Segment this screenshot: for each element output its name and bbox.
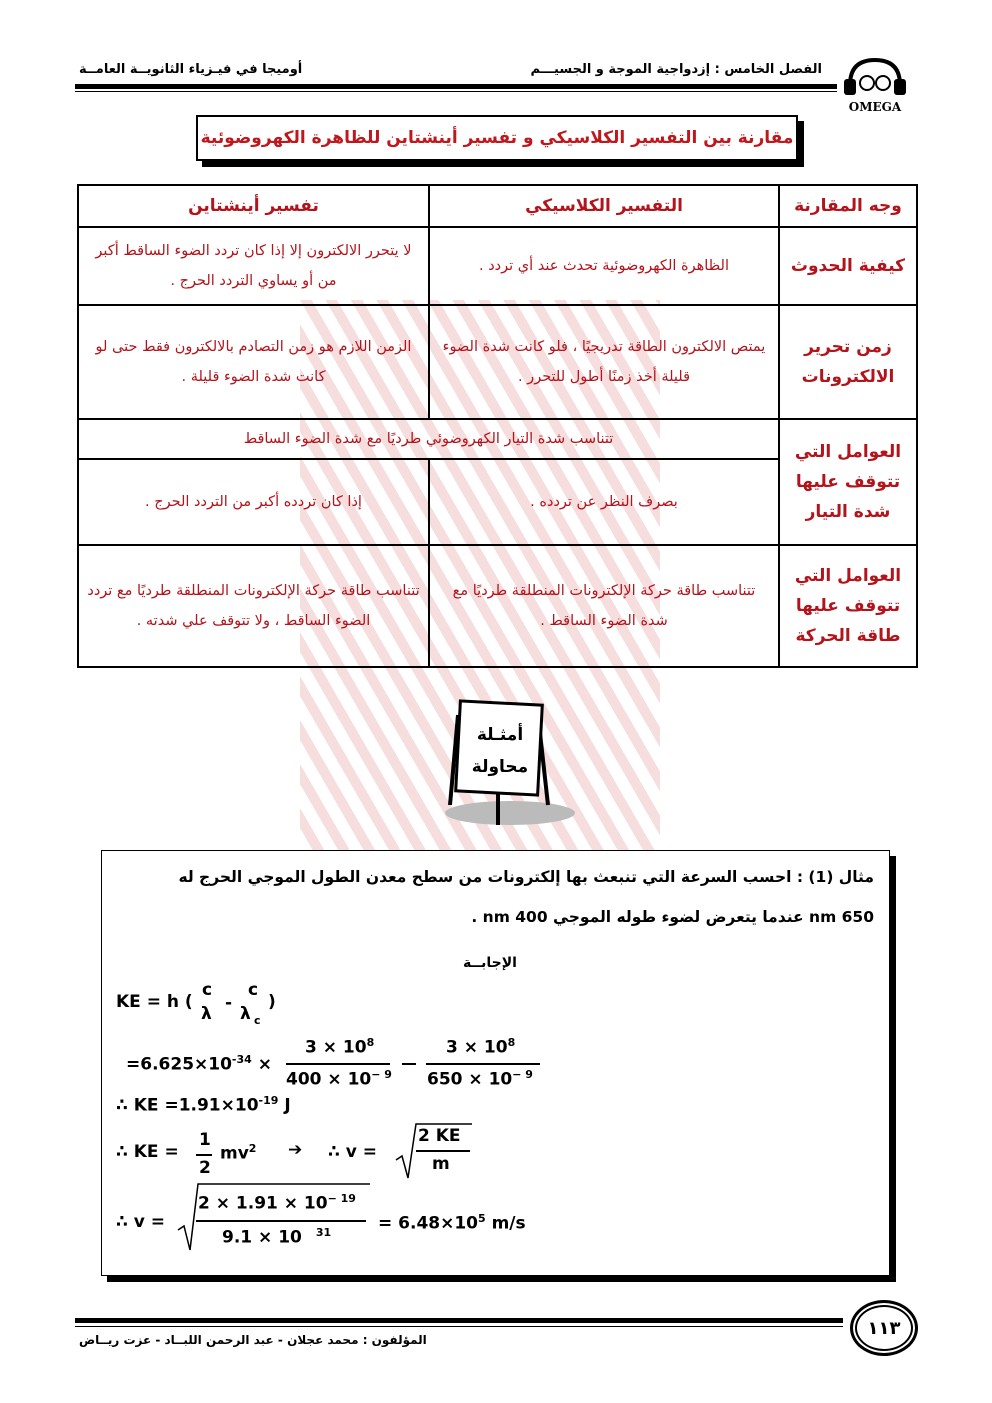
- page-number: ١١٣: [867, 1317, 901, 1339]
- result-unit: m/s: [485, 1213, 526, 1234]
- f1-num-exp: 8: [366, 1036, 375, 1049]
- row-aspect: زمن تحرير الالكترونات: [779, 305, 917, 419]
- mv2-term: [220, 1142, 256, 1164]
- mv2: mv: [220, 1143, 249, 1164]
- ke-lhs-2: ∴ KE =: [116, 1142, 179, 1162]
- answer-title: الإجابــة: [463, 955, 517, 971]
- sqrt-den-2: [222, 1226, 331, 1248]
- half-den: 2: [199, 1158, 211, 1178]
- example-text-1: احسب السرعة التي تنبعث بها إلكترونات من سطح معدن الطول الموجي الحرج له: [178, 868, 792, 886]
- example-line-1: [114, 868, 874, 886]
- sqrt-num-2: [198, 1192, 356, 1214]
- lambda-sub: c: [254, 1014, 261, 1027]
- logo-text: OMEGA: [848, 100, 902, 114]
- line2-exp: -34: [231, 1053, 252, 1066]
- examples-sign: [420, 695, 580, 835]
- header-classic: التفسير الكلاسيكي: [429, 185, 779, 227]
- c-top-1: c: [202, 980, 213, 1000]
- headphones-icon: [840, 55, 910, 100]
- fraction-1-bar: [286, 1063, 390, 1065]
- table-row: [78, 545, 917, 667]
- table-header-row: [78, 185, 917, 227]
- ke-result-exp: -19: [258, 1094, 279, 1107]
- row-shared: تتناسب شدة التيار الكهروضوئي طرديًا مع شدة الضوء الساقط: [78, 419, 779, 459]
- book-title: أوميجا في فيـزياء الثانويــة العامــة: [79, 62, 303, 77]
- page-number-badge: [850, 1300, 918, 1356]
- s2-num: 2 × 1.91 × 10: [198, 1193, 328, 1214]
- omega-logo: [840, 55, 910, 115]
- ke-result: ∴ KE =1.91×10: [116, 1095, 259, 1116]
- chapter-title: الفصل الخامس : إزدواجية الموجة و الجسيـــم: [530, 62, 822, 77]
- line2-base: =6.625×10: [126, 1054, 232, 1075]
- arrow-icon: ➔: [288, 1140, 303, 1160]
- comparison-table: [77, 184, 918, 668]
- sign-line1: أمثـلة: [476, 725, 524, 745]
- half-num: 1: [199, 1130, 211, 1150]
- sqrt-den-1: m: [432, 1154, 450, 1174]
- s2-num-exp: − 19: [327, 1192, 356, 1205]
- sign-line2: محاولة: [471, 757, 529, 777]
- row-einstein: إذا كان تردده أكبر من التردد الحرج .: [78, 459, 429, 545]
- section-title: مقارنة بين التفسير الكلاسيكي و تفسير أينشتاين للظاهرة الكهروضوئية: [196, 115, 798, 161]
- lambda-1: λ: [201, 1004, 212, 1024]
- row-aspect: العوامل التي تتوقف عليها شدة التيار: [779, 419, 917, 545]
- f1-den: 400 × 10: [286, 1069, 372, 1090]
- f2-num: 3 × 10: [446, 1037, 508, 1058]
- result-value: = 6.48×10: [378, 1213, 479, 1234]
- footer-rule: [75, 1318, 843, 1323]
- row-aspect: العوامل التي تتوقف عليها طاقة الحركة: [779, 545, 917, 667]
- ke-unit: J: [278, 1095, 291, 1116]
- header-rule: [75, 84, 837, 89]
- fraction-2-num: [446, 1036, 515, 1058]
- ke-formula-lhs: KE = h (: [116, 992, 193, 1012]
- table-row: [78, 227, 917, 305]
- row-einstein: تتناسب طاقة حركة الإلكترونات المنطلقة طرديًا مع تردد الضوء الساقط ، ولا تتوقف علي شدته .: [78, 545, 429, 667]
- s2-den: 9.1 × 10: [222, 1227, 302, 1248]
- table-row: [78, 419, 917, 459]
- row-aspect: كيفية الحدوث: [779, 227, 917, 305]
- row-classic: الظاهرة الكهروضوئية تحدث عند أي تردد .: [429, 227, 779, 305]
- footer-rule-thin: [75, 1326, 843, 1327]
- table-row: [78, 305, 917, 419]
- authors: المؤلفون : محمد عجلان - عبد الرحمن اللبــاد - عزت ريــاض: [79, 1333, 427, 1347]
- fraction-1-den: [286, 1068, 392, 1090]
- lambda-2: λ: [240, 1004, 251, 1024]
- fraction-2-den: [427, 1068, 533, 1090]
- minus-sign: -: [225, 993, 233, 1013]
- row-einstein: لا يتحرر الالكترون إلا إذا كان تردد الضوء الساقط أكبر من أو يساوي التردد الحرج .: [78, 227, 429, 305]
- final-result: [378, 1212, 526, 1234]
- f2-num-exp: 8: [507, 1036, 516, 1049]
- f1-num: 3 × 10: [305, 1037, 367, 1058]
- row-classic: تتناسب طاقة حركة الإلكترونات المنطلقة طرديًا مع شدة الضوء الساقط .: [429, 545, 779, 667]
- result-exp: 5: [478, 1212, 486, 1225]
- f1-den-exp: − 9: [371, 1068, 392, 1081]
- sqrt-num-1: 2 KE: [418, 1126, 461, 1146]
- close-paren: ): [268, 992, 276, 1012]
- example-label: مثال (1) :: [796, 868, 874, 886]
- header-einstein: تفسير أينشتاين: [78, 185, 429, 227]
- line2-times: ×: [257, 1054, 272, 1075]
- sqrt-bar-1: [416, 1150, 470, 1152]
- half-bar: [196, 1154, 212, 1156]
- header-rule-thin: [75, 91, 837, 92]
- fraction-2-bar: [426, 1063, 540, 1065]
- v-lhs-1: ∴ v =: [328, 1142, 377, 1162]
- sqrt-bar-2: [196, 1220, 366, 1222]
- v-lhs-2: ∴ v =: [116, 1212, 165, 1232]
- row-classic: بصرف النظر عن تردده .: [429, 459, 779, 545]
- line2-lhs: [126, 1053, 272, 1075]
- s2-den-exp: 31: [315, 1226, 332, 1239]
- mv2-exp: 2: [248, 1142, 257, 1155]
- row-classic: يمتص الالكترون الطاقة تدريجيًا ، فلو كانت شدة الضوء قليلة أخذ زمنًا أطول للتحرر .: [429, 305, 779, 419]
- fraction-1-num: [305, 1036, 374, 1058]
- example-text-2: 650 nm عندما يتعرض لضوء طوله الموجي 400 nm .: [471, 908, 874, 926]
- row-einstein: الزمن اللازم هو زمن التصادم بالالكترون فقط حتى لو كانت شدة الضوء قليلة .: [78, 305, 429, 419]
- subtraction-bar: [402, 1063, 416, 1065]
- ke-result-line: [116, 1094, 291, 1116]
- f2-den: 650 × 10: [427, 1069, 513, 1090]
- f2-den-exp: − 9: [512, 1068, 533, 1081]
- header-aspect: وجه المقارنة: [779, 185, 917, 227]
- c-top-2: c: [248, 980, 259, 1000]
